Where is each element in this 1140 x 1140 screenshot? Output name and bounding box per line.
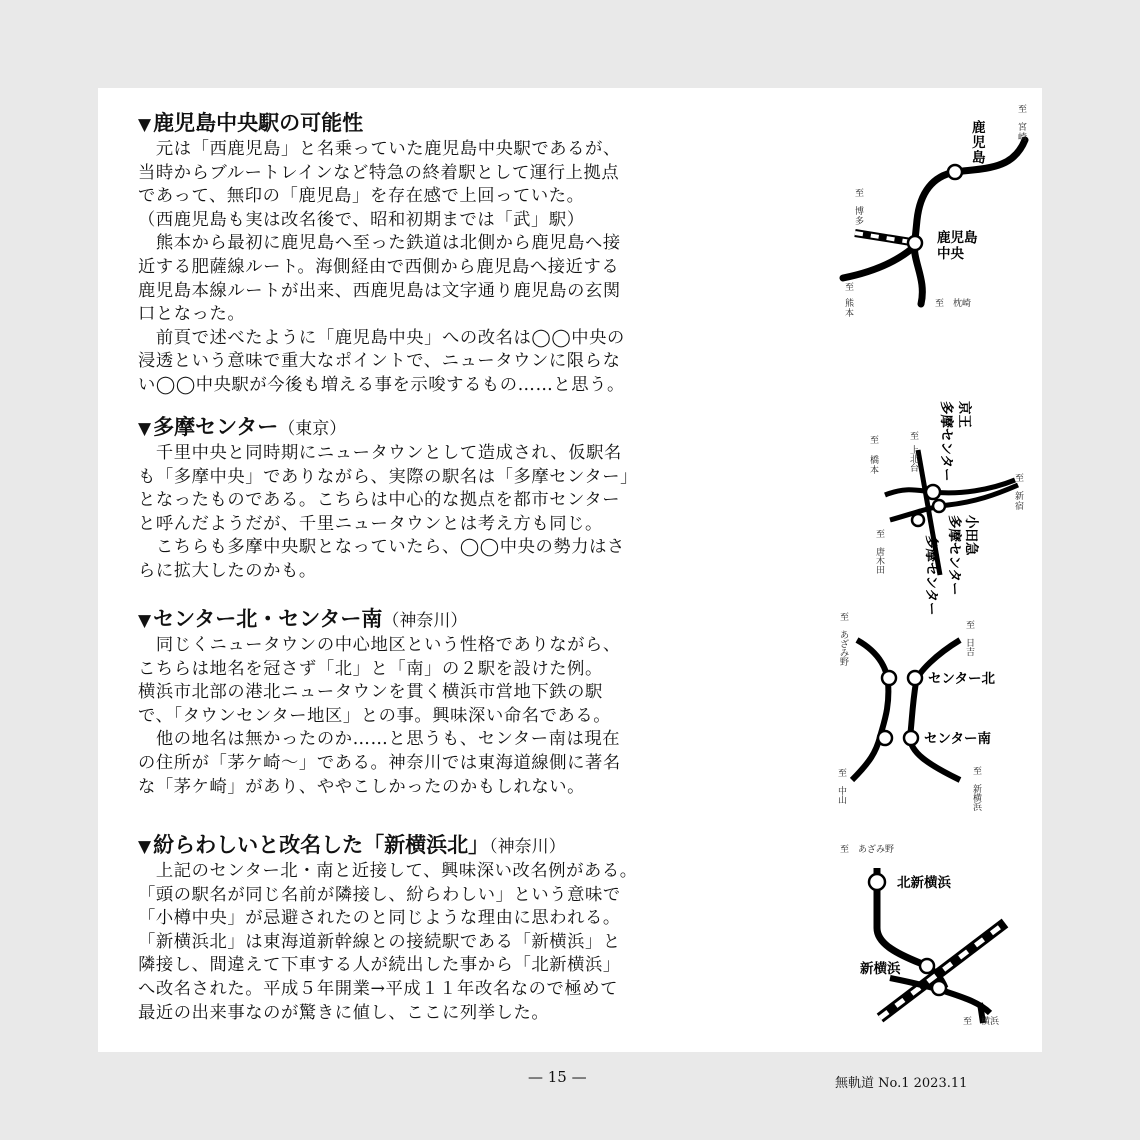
station-shinyokohama-marker-1 <box>920 959 934 973</box>
body-line: い◯◯中央駅が今後も増える事を示唆するもの……と思う。 <box>138 374 625 395</box>
section-body <box>138 860 828 1025</box>
section-body <box>138 442 828 584</box>
direction-label: 至 <box>910 432 920 442</box>
station-center-minami-marker-1 <box>878 731 892 745</box>
station-odakyu-marker <box>933 500 945 512</box>
map-kagoshima <box>835 100 1035 325</box>
direction-label: 至 <box>840 613 850 623</box>
direction-label: 至 <box>973 767 983 777</box>
body-line: （西鹿児島も実は改名後で、昭和初期までは「武」駅） <box>138 209 585 230</box>
body-line: 元は「西鹿児島」と名乗っていた鹿児島中央駅であるが、 <box>138 139 621 159</box>
body-line: 「新横浜北」は東海道新幹線との接続駅である「新横浜」と <box>138 931 621 952</box>
section-heading <box>138 110 828 138</box>
body-line: となったものである。こちらは中心的な拠点を都市センター <box>138 490 621 511</box>
direction-label: 博 <box>855 207 865 217</box>
direction-label: 至 <box>1015 474 1025 484</box>
publication-info: 無軌道 No.1 2023.11 <box>835 1076 968 1091</box>
direction-label: み <box>840 649 850 659</box>
body-line: 隣接し、間違えて下車する人が続出した事から「北新横浜」 <box>138 955 621 976</box>
direction-label: 横 <box>973 794 983 804</box>
body-line: 近する肥薩線ルート。海側経由で西側から鹿児島へ接近する <box>138 256 620 277</box>
section-shinyokohama <box>138 832 828 1025</box>
direction-label: 崎 <box>1018 133 1028 143</box>
triangle-marker-icon: ▼ <box>138 419 152 439</box>
direction-label: 本 <box>845 309 855 319</box>
station-label: 多摩センター <box>923 535 939 616</box>
section-heading <box>138 606 828 634</box>
body-line: であって、無印の「鹿児島」を存在感で上回っていた。 <box>138 186 585 207</box>
body-line: 「頭の駅名が同じ名前が隣接し、紛らわしい」という意味で <box>138 884 621 905</box>
station-label: 島 <box>972 150 986 166</box>
direction-label: 上 <box>910 446 920 456</box>
page-number: — 15 — <box>528 1068 587 1086</box>
body-line: 鹿児島本線ルートが出来、西鹿児島は文字通り鹿児島の玄関 <box>138 280 621 301</box>
station-label: 京王 <box>956 401 972 428</box>
direction-label: 日 <box>966 639 976 649</box>
body-line: 同じくニュータウンの中心地区という性格でありながら、 <box>138 635 621 655</box>
direction-label: 新 <box>973 785 983 795</box>
station-center-kita-marker-2 <box>908 671 922 685</box>
station-kagoshima-marker <box>948 165 962 179</box>
rail-line <box>915 140 1025 240</box>
direction-label: 宮 <box>1018 123 1028 133</box>
heading-text: センター北・センター南 <box>153 607 383 631</box>
body-line: 浸透という意味で重大なポイントで、ニュータウンに限らな <box>138 351 621 372</box>
map-shinyokohama <box>835 838 1035 1038</box>
direction-label: 至 <box>1018 105 1028 115</box>
triangle-marker-icon: ▼ <box>138 837 152 857</box>
heading-sub: （神奈川） <box>489 837 566 857</box>
body-line: で、「タウンセンター地区」との事。興味深い命名である。 <box>138 705 612 726</box>
body-line: 他の地名は無かったのか……と思うも、センター南は現在 <box>138 729 621 750</box>
rail-line <box>910 640 960 780</box>
station-label: センター南 <box>924 731 991 747</box>
station-label: 多摩センター <box>946 515 962 596</box>
section-body <box>138 634 828 799</box>
direction-label: 中 <box>838 787 848 797</box>
direction-label: 至 <box>870 436 880 446</box>
body-line: こちらは地名を冠さず「北」と「南」の２駅を設けた例。 <box>138 658 603 679</box>
direction-label: 多 <box>855 217 865 227</box>
body-line: の住所が「茅ケ崎～」である。神奈川では東海道線側に著名 <box>138 752 621 773</box>
body-line: 前頁で述べたように「鹿児島中央」への改名は◯◯中央の <box>138 327 625 348</box>
heading-sub: （神奈川） <box>382 611 468 631</box>
heading-text: 多摩センター <box>153 415 279 439</box>
direction-label: 野 <box>840 658 850 668</box>
station-label: 児 <box>972 135 986 151</box>
direction-label: 至 <box>845 283 855 293</box>
direction-label: 至 枕崎 <box>935 299 972 309</box>
body-line: な「茅ケ崎」があり、ややこしかったのかもしれない。 <box>138 776 586 797</box>
direction-label: あ <box>840 631 850 641</box>
body-line: と呼んだようだが、千里ニュータウンとは考え方も同じ。 <box>138 513 603 534</box>
station-label: 新横浜 <box>860 961 901 977</box>
direction-label: 新 <box>1015 492 1025 502</box>
body-line: こちらも多摩中央駅となっていたら、◯◯中央の勢力はさ <box>138 537 625 558</box>
body-line: 当時からブルートレインなど特急の終着駅として運行上拠点 <box>138 162 620 183</box>
section-center <box>138 606 828 799</box>
station-center-minami-marker-2 <box>904 731 918 745</box>
direction-label: 本 <box>870 466 880 476</box>
direction-label: 熊 <box>845 299 855 309</box>
direction-label: 吉 <box>966 648 976 658</box>
direction-label: 至 <box>855 189 865 199</box>
direction-label: 唐 <box>876 548 886 558</box>
heading-text: 紛らわしいと改名した「新横浜北」 <box>153 833 490 857</box>
direction-label: 至 <box>838 769 848 779</box>
direction-label: 至 横浜 <box>963 1017 1000 1027</box>
direction-label: 至 あざみ野 <box>840 845 895 855</box>
direction-label: 宿 <box>1015 502 1025 512</box>
station-kita-shinyokohama-marker <box>869 874 885 890</box>
direction-label: 北 <box>910 455 920 465</box>
body-line: 上記のセンター北・南と近接して、興味深い改名例がある。 <box>138 861 638 881</box>
map-tama-center <box>860 395 1040 615</box>
body-line: 熊本から最初に鹿児島へ至った鉄道は北側から鹿児島へ接 <box>138 233 621 254</box>
rail-line <box>852 640 888 780</box>
direction-label: 山 <box>838 796 848 806</box>
heading-sub: （東京） <box>278 419 347 439</box>
body-line: 横浜市北部の港北ニュータウンを貫く横浜市営地下鉄の駅 <box>138 682 603 703</box>
station-center-kita-marker-1 <box>882 671 896 685</box>
triangle-marker-icon: ▼ <box>138 115 152 135</box>
station-label: 鹿 <box>972 120 986 136</box>
direction-label: 至 <box>876 530 886 540</box>
body-line: 最近の出来事なのが驚きに値し、ここに列挙した。 <box>138 1002 550 1023</box>
direction-label: 木 <box>876 557 886 567</box>
body-line: へ改名された。平成５年開業→平成１１年改名なので極めて <box>138 978 618 999</box>
body-line: らに拡大したのかも。 <box>138 560 317 581</box>
triangle-marker-icon: ▼ <box>138 611 152 631</box>
station-label: 北新横浜 <box>897 875 951 891</box>
station-shinyokohama-marker-2 <box>932 981 946 995</box>
station-label: 多摩センター <box>938 401 954 482</box>
station-kagoshima-chuo-marker <box>908 236 922 250</box>
map-center-kita-minami <box>832 612 1032 822</box>
section-kagoshima <box>138 110 828 398</box>
station-keio-marker <box>926 485 940 499</box>
station-monorail-marker <box>912 514 924 526</box>
station-label: 中央 <box>937 246 964 262</box>
rail-line <box>843 246 915 278</box>
direction-label: 橋 <box>870 456 880 466</box>
section-tama <box>138 414 828 584</box>
station-label: 小田急 <box>963 515 979 556</box>
heading-text: 鹿児島中央駅の可能性 <box>153 111 364 135</box>
body-line: 千里中央と同時期にニュータウンとして造成され、仮駅名 <box>138 443 622 463</box>
body-line: 「小樽中央」が忌避されたのと同じような理由に思われる。 <box>138 908 621 929</box>
direction-label: 至 <box>966 621 976 631</box>
direction-label: 台 <box>910 464 920 474</box>
direction-label: 田 <box>876 566 886 576</box>
section-heading <box>138 832 828 860</box>
station-label: センター北 <box>928 671 995 687</box>
section-body <box>138 138 828 398</box>
direction-label: ざ <box>840 640 850 650</box>
body-line: も「多摩中央」でありながら、実際の駅名は「多摩センター」 <box>138 466 638 487</box>
section-heading <box>138 414 828 442</box>
direction-label: 浜 <box>973 803 983 813</box>
station-label: 鹿児島 <box>937 230 978 246</box>
body-line: 口となった。 <box>138 304 246 325</box>
